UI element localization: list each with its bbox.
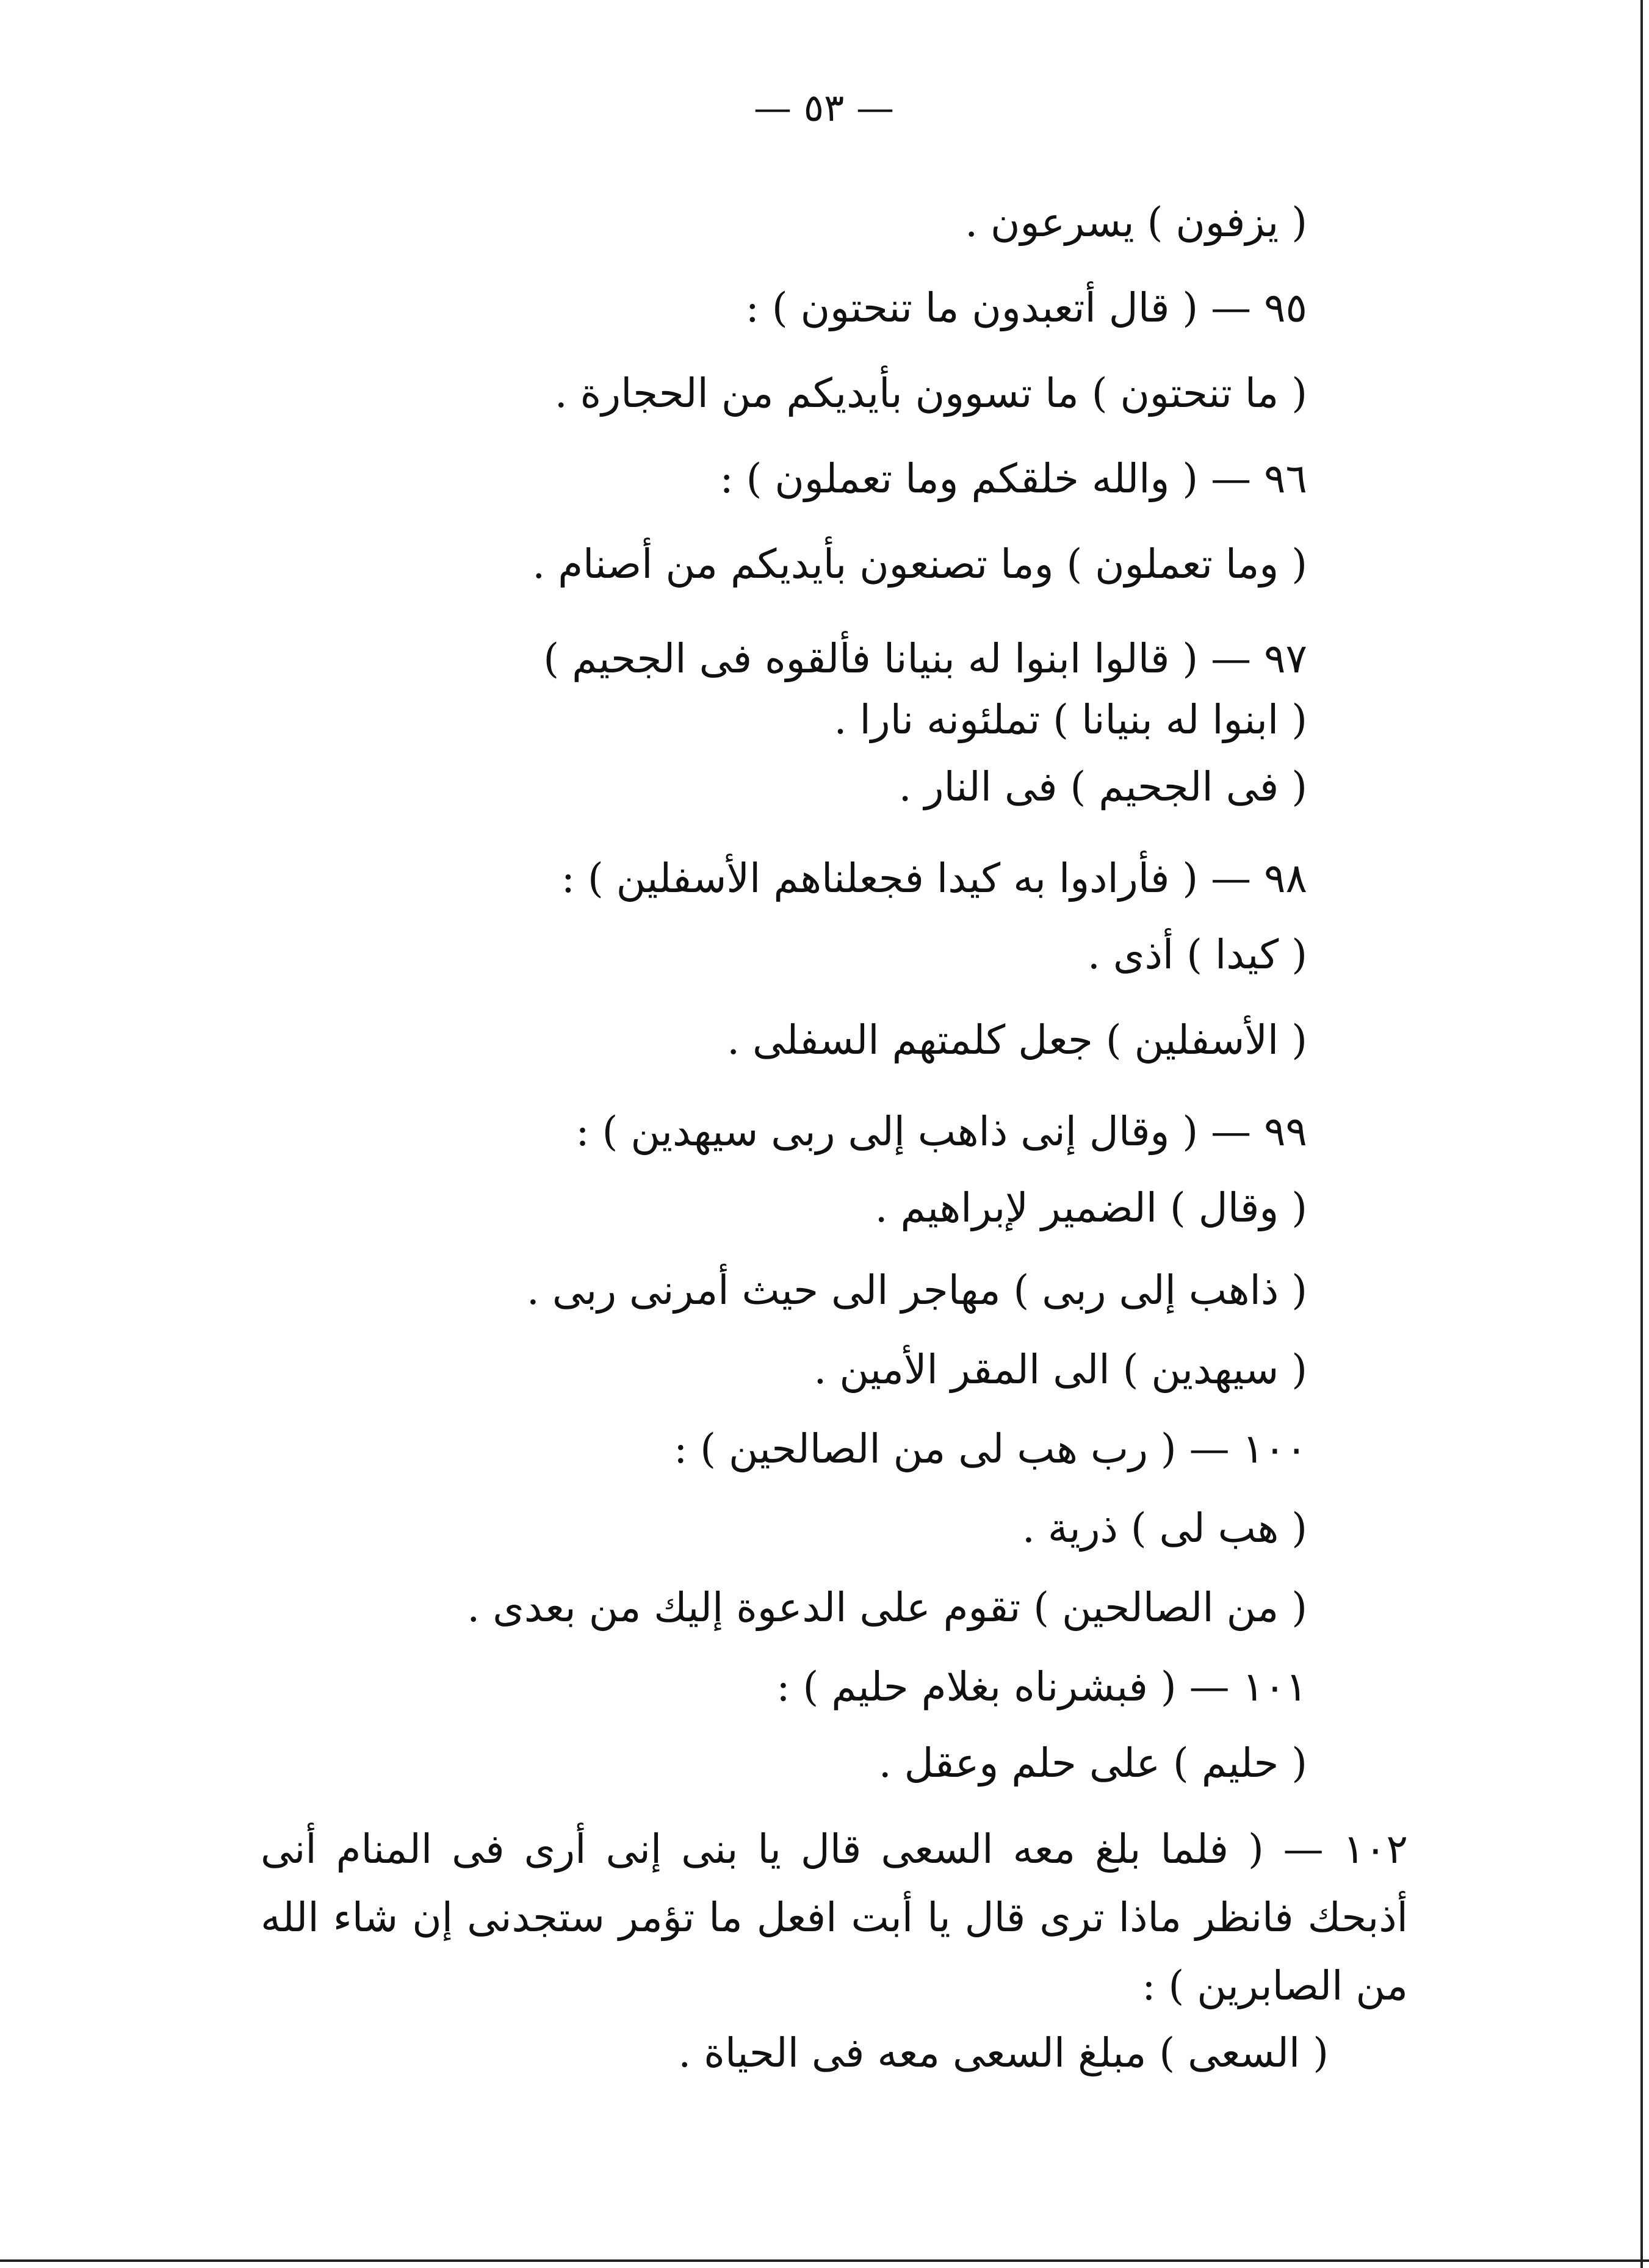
gloss-line: ( ابنوا له بنيانا ) تملئونه نارا . — [834, 696, 1307, 743]
verse-heading: ١٠١ — ( فبشرناه بغلام حليم ) : — [776, 1663, 1307, 1710]
gloss-line: ( حليم ) على حلم وعقل . — [878, 1740, 1307, 1787]
gloss-line: ( من الصالحين ) تقوم على الدعوة إليك من بعدى . — [467, 1584, 1307, 1631]
gloss-line: ( السعى ) مبلغ السعى معه فى الحياة . — [678, 2029, 1329, 2076]
gloss-line: ( سيهدين ) الى المقر الأمين . — [814, 1346, 1307, 1393]
page-number: — ٥٣ — — [753, 85, 895, 130]
gloss-line: ( هب لى ) ذرية . — [1022, 1505, 1307, 1552]
gloss-line: ( فى الجحيم ) فى النار . — [898, 763, 1307, 810]
page-edge-bottom — [0, 2259, 1649, 2262]
verse-heading-paragraph: ١٠٢ — ( فلما بلغ معه السعى قال يا بنى إنى أرى فى المنام أنى أذبحك فانظر ماذا ترى قال يا أبت افعل ما تؤمر ستجدنى إن شاء الله من الصابرين ) : — [261, 1826, 1408, 2009]
gloss-line: ( ما تنحتون ) ما تسوون بأيديكم من الحجارة . — [554, 370, 1307, 417]
gloss-line: ( كيدا ) أذى . — [1087, 931, 1307, 978]
verse-heading: ٩٦ — ( والله خلقكم وما تعملون ) : — [720, 455, 1307, 502]
verse-heading: ٩٥ — ( قال أتعبدون ما تنحتون ) : — [745, 284, 1307, 331]
gloss-line: ( ذاهب إلى ربى ) مهاجر الى حيث أمرنى ربى . — [526, 1267, 1307, 1314]
verse-heading: ١٠٠ — ( رب هب لى من الصالحين ) : — [674, 1425, 1307, 1472]
page-edge-right — [1640, 0, 1643, 2268]
gloss-line: ( وما تعملون ) وما تصنعون بأيديكم من أصنام . — [532, 541, 1307, 588]
verse-heading: ٩٩ — ( وقال إنى ذاهب إلى ربى سيهدين ) : — [576, 1108, 1307, 1155]
gloss-line: ( الأسفلين ) جعل كلمتهم السفلى . — [727, 1017, 1307, 1064]
verse-heading: ٩٨ — ( فأرادوا به كيدا فجعلناهم الأسفلين ) : — [561, 855, 1307, 902]
gloss-line: ( وقال ) الضمير لإبراهيم . — [875, 1184, 1307, 1231]
verse-heading: ٩٧ — ( قالوا ابنوا له بنيانا فألقوه فى الجحيم ) — [543, 635, 1307, 682]
gloss-line: ( يزفون ) يسرعون . — [965, 199, 1307, 246]
